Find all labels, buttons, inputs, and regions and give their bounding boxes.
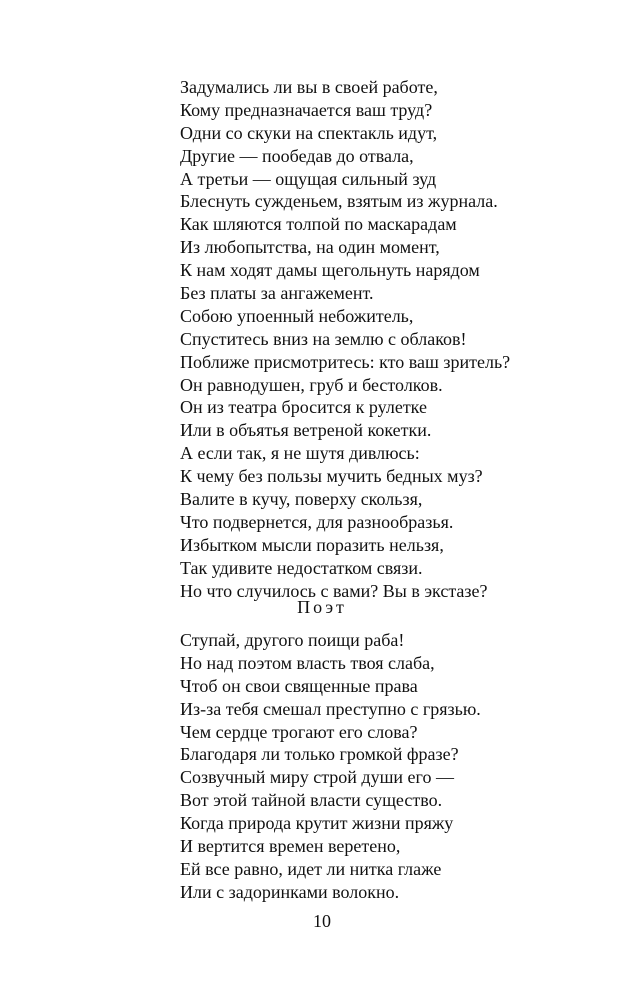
verse-line: Что подвернется, для разнообразья. bbox=[180, 511, 454, 532]
verse-line: Или в объятья ветреной кокетки. bbox=[180, 420, 432, 441]
verse-line: Но над поэтом власть твоя слаба, bbox=[180, 652, 435, 673]
verse-line: Кому предназначается ваш труд? bbox=[180, 99, 433, 120]
verse-line: Поближе присмотритесь: кто ваш зритель? bbox=[180, 351, 511, 372]
verse-line: Собою упоенный небожитель, bbox=[180, 305, 414, 326]
verse-line: Но что случилось с вами? Вы в экстазе? bbox=[180, 580, 488, 601]
verse-line: Вот этой тайной власти существо. bbox=[180, 790, 443, 811]
verse-stanza-2 bbox=[180, 629, 620, 904]
verse-stanza-1 bbox=[180, 76, 620, 602]
page-number: 10 bbox=[313, 911, 331, 931]
verse-line: Одни со скуки на спектакль идут, bbox=[180, 122, 438, 143]
verse-line: Как шляются толпой по маскарадам bbox=[180, 214, 457, 235]
verse-line: Спуститесь вниз на землю с облаков! bbox=[180, 328, 467, 349]
verse-line: Благодаря ли только громкой фразе? bbox=[180, 744, 459, 765]
verse-line: Блеснуть сужденьем, взятым из журнала. bbox=[180, 191, 498, 212]
verse-line: Ей все равно, идет ли нитка глаже bbox=[180, 858, 442, 879]
verse-line: И вертится времен веретено, bbox=[180, 836, 401, 857]
verse-line: Валите в кучу, поверху скользя, bbox=[180, 489, 423, 510]
verse-line: Из любопытства, на один момент, bbox=[180, 237, 440, 258]
verse-line: Чтоб он свои священные права bbox=[180, 675, 418, 696]
verse-line: К нам ходят дамы щегольнуть нарядом bbox=[180, 260, 480, 281]
verse-line: Или с задоринками волокно. bbox=[180, 881, 400, 902]
verse-line: А если так, я не шутя дивлюсь: bbox=[180, 443, 420, 464]
verse-line: Созвучный миру строй души его — bbox=[180, 767, 454, 788]
verse-line: Задумались ли вы в своей работе, bbox=[180, 77, 438, 97]
verse-line: Избытком мысли поразить нельзя, bbox=[180, 534, 444, 555]
verse-line: Так удивите недостатком связи. bbox=[180, 557, 423, 578]
verse-line: Без платы за ангажемент. bbox=[180, 283, 374, 304]
verse-line: Он из театра бросится к рулетке bbox=[180, 397, 427, 418]
verse-line: А третьи — ощущая сильный зуд bbox=[180, 168, 437, 189]
verse-line: Другие — пообедав до отвала, bbox=[180, 145, 414, 166]
verse-line: К чему без пользы мучить бедных муз? bbox=[180, 466, 483, 487]
verse-line: Он равнодушен, груб и бестолков. bbox=[180, 374, 443, 395]
verse-line: Чем сердце трогают его слова? bbox=[180, 721, 418, 742]
verse-line: Из-за тебя смешал преступно с грязью. bbox=[180, 698, 481, 719]
speaker-name: Поэт bbox=[297, 597, 347, 617]
verse-line: Ступай, другого поищи раба! bbox=[180, 630, 405, 650]
verse-line: Когда природа крутит жизни пряжу bbox=[180, 813, 454, 834]
